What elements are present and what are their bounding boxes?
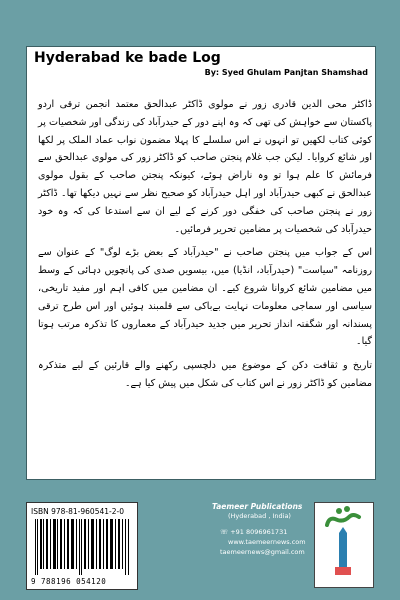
author-line: By: Syed Ghulam Panjtan Shamshad bbox=[204, 68, 368, 77]
paragraph-3: تاریخ و ثقافت دکن کے موضوع میں دلچسپی رکھنے والے قارئین کے لیے متذکرہ مضامین کو ڈاکٹر زور نے اس کتاب کی شکل میں پیش کیا ہے۔ bbox=[38, 360, 372, 389]
title-bar bbox=[26, 46, 376, 82]
book-title: Hyderabad ke bade Log bbox=[34, 50, 221, 66]
isbn-label: ISBN 978-81-960541-2-0 bbox=[31, 507, 124, 516]
barcode-bars bbox=[33, 519, 133, 575]
publisher-logo bbox=[314, 502, 374, 588]
barcode-box bbox=[26, 502, 138, 590]
publisher-email: taemeernews@gmail.com bbox=[220, 548, 305, 556]
phone-number: +91 8096961731 bbox=[230, 528, 288, 536]
publisher-phone bbox=[220, 528, 287, 536]
publisher-info bbox=[212, 500, 308, 590]
paragraph-1: ڈاکٹر محی الدین قادری زور نے مولوی ڈاکٹر عبدالحق معتمد انجمن ترقی اردو پاکستان سے خواہش کی تھی کہ وہ اپنے دور کے حیدرآباد کی زندگی اور شخصیات پر کوئی کتاب لکھیں تو انہوں نے اس سلسلے کا پہلا مضمون نواب عماد الملک پر لکھا اور شائع کروایا۔ لیکن جب غلام پنجتن صاحب کو ڈاکٹر زور کی مولوی عبدالحق سے فرمائش کا علم ہوا تو وہ ناراض ہوئے، کیونکہ پنجتن صاحب کے بقول مولوی عبدالحق نے کبھی حیدرآباد اور اہل حیدرآباد کو صحیح نظر سے نہیں دیکھا تھا۔ ڈاکٹر زور نے پنجتن صاحب کی خفگی دور کرنے کے لیے ان سے استدعا کی کہ وہ خود حیدرآباد کی شخصیات پر مضامین تحریر فرمائیں۔ bbox=[38, 99, 372, 235]
urdu-text bbox=[38, 96, 372, 472]
publisher-city: (Hyderabad , India) bbox=[228, 512, 291, 520]
publisher-website: www.taemeernews.com bbox=[228, 538, 306, 546]
publisher-name: Taemeer Publications bbox=[212, 502, 303, 511]
paragraph-2: اس کے جواب میں پنجتن صاحب نے "حیدرآباد کے بعض بڑے لوگ" کے عنوان سے روزنامہ "سیاست" (حیدرآباد، انڈیا) میں، بیسویں صدی کی پانچویں دہائی کے وسط میں مضامین شائع کروانا شروع کیے۔ ان مضامین میں کافی اہم اور مفید تاریخی، سیاسی اور سماجی معلومات نہایت بےباکی سے قلمبند ہوئیں اور اس طرح ترقی پسندانہ اور شگفتہ انداز تحریر میں جدید حیدرآباد کے معماروں کا تذکرہ مرتب ہوتا گیا۔ bbox=[38, 247, 372, 348]
logo-mark-icon bbox=[315, 503, 373, 587]
barcode-number: 9 788196 054120 bbox=[31, 577, 107, 586]
phone-icon: ☏ bbox=[220, 528, 231, 536]
